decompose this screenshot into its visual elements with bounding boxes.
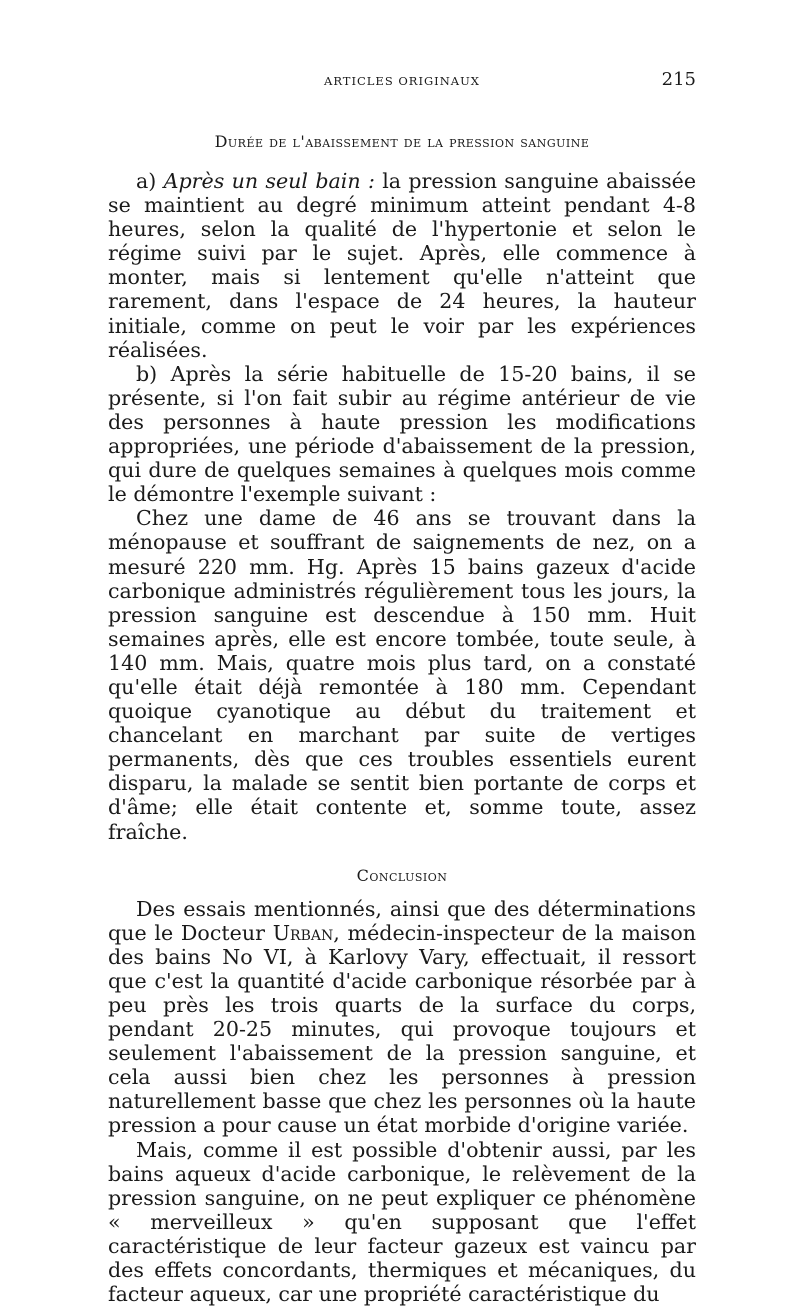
paragraph-a-text: la pression sanguine abaissée se maintient au degré minimum atteint pendant 4-8 heures, selon la qualité de l'hypertonie et selon le régime suivi par le sujet. Après, elle commence à monter, mais si lentement qu'elle n'atteint que rarement, dans l'espace de 24 heures, la hauteur initiale, comme on peut le voir par les expériences réalisées. <box>108 169 697 362</box>
section-heading-conclusion: Conclusion <box>356 865 448 885</box>
paragraph-a <box>108 169 696 362</box>
paragraph-b: b) Après la série habituelle de 15-20 bains, il se présente, si l'on fait subir au régime antérieur de vie des personnes à haute pression les modifications appropriées, une période d'abaissement de la pression, qui dure de quelques semaines à quelques mois comme le démontre l'exemple suivant : <box>108 361 696 507</box>
section-heading-duration: Durée de l'abaissement de la pression sanguine <box>214 132 590 151</box>
page-number: 215 <box>661 69 696 90</box>
author-name-urban: Urban <box>272 920 334 945</box>
paragraph-conclusion-2: Mais, comme il est possible d'obtenir aussi, par les bains aqueux d'acide carbonique, le relèvement de la pression sanguine, on ne peut expliquer ce phénomène « merveilleux » qu'en supposant que l'effet caractéristique de leur facteur gazeux est vaincu par des effets concordants, thermiques et mécaniques, du facteur aqueux, car une propriété caractéristique du <box>108 1137 696 1306</box>
paragraph-conclusion-1 <box>108 897 696 1138</box>
paragraph-a-italic-lead: Après un seul bain : <box>163 169 375 193</box>
paragraph-case-example: Chez une dame de 46 ans se trouvant dans la ménopause et souffrant de saignements de nez, on a mesuré 220 mm. Hg. Après 15 bains gazeux d'acide carbonique administrés régulièrement tous les jours, la pression sanguine est descendue à 150 mm. Huit semaines après, elle est encore tombée, toute seule, à 140 mm. Mais, quatre mois plus tard, on a constaté qu'elle était déjà remontée à 180 mm. Cependant quoique cyanotique au début du traitement et chancelant en marchant par suite de vertiges permanents, dès que ces troubles essentiels eurent disparu, la malade se sentit bien portante de corps et d'âme; elle était contente et, somme toute, assez fraîche. <box>108 506 696 844</box>
conclusion-1-before: Des essais mentionnés, ainsi que des déterminations que le Docteur <box>108 896 696 945</box>
running-head <box>108 60 696 88</box>
document-page <box>108 60 696 1306</box>
conclusion-1-after: , médecin-inspecteur de la maison des bains No VI, à Karlovy Vary, effectuait, il ressort que c'est la quantité d'acide carbonique résorbée par à peu près les trois quarts de la surface du corps, pendant 20-25 minutes, qui provoque toujours et seulement l'abaissement de la pression sanguine, et cela aussi bien chez les personnes à pression naturellement basse que chez les personnes où la haute pression a pour cause un état morbide d'origine variée. <box>108 920 696 1138</box>
paragraph-a-label: a) <box>136 169 157 193</box>
running-title: ARTICLES ORIGINAUX <box>324 74 480 88</box>
